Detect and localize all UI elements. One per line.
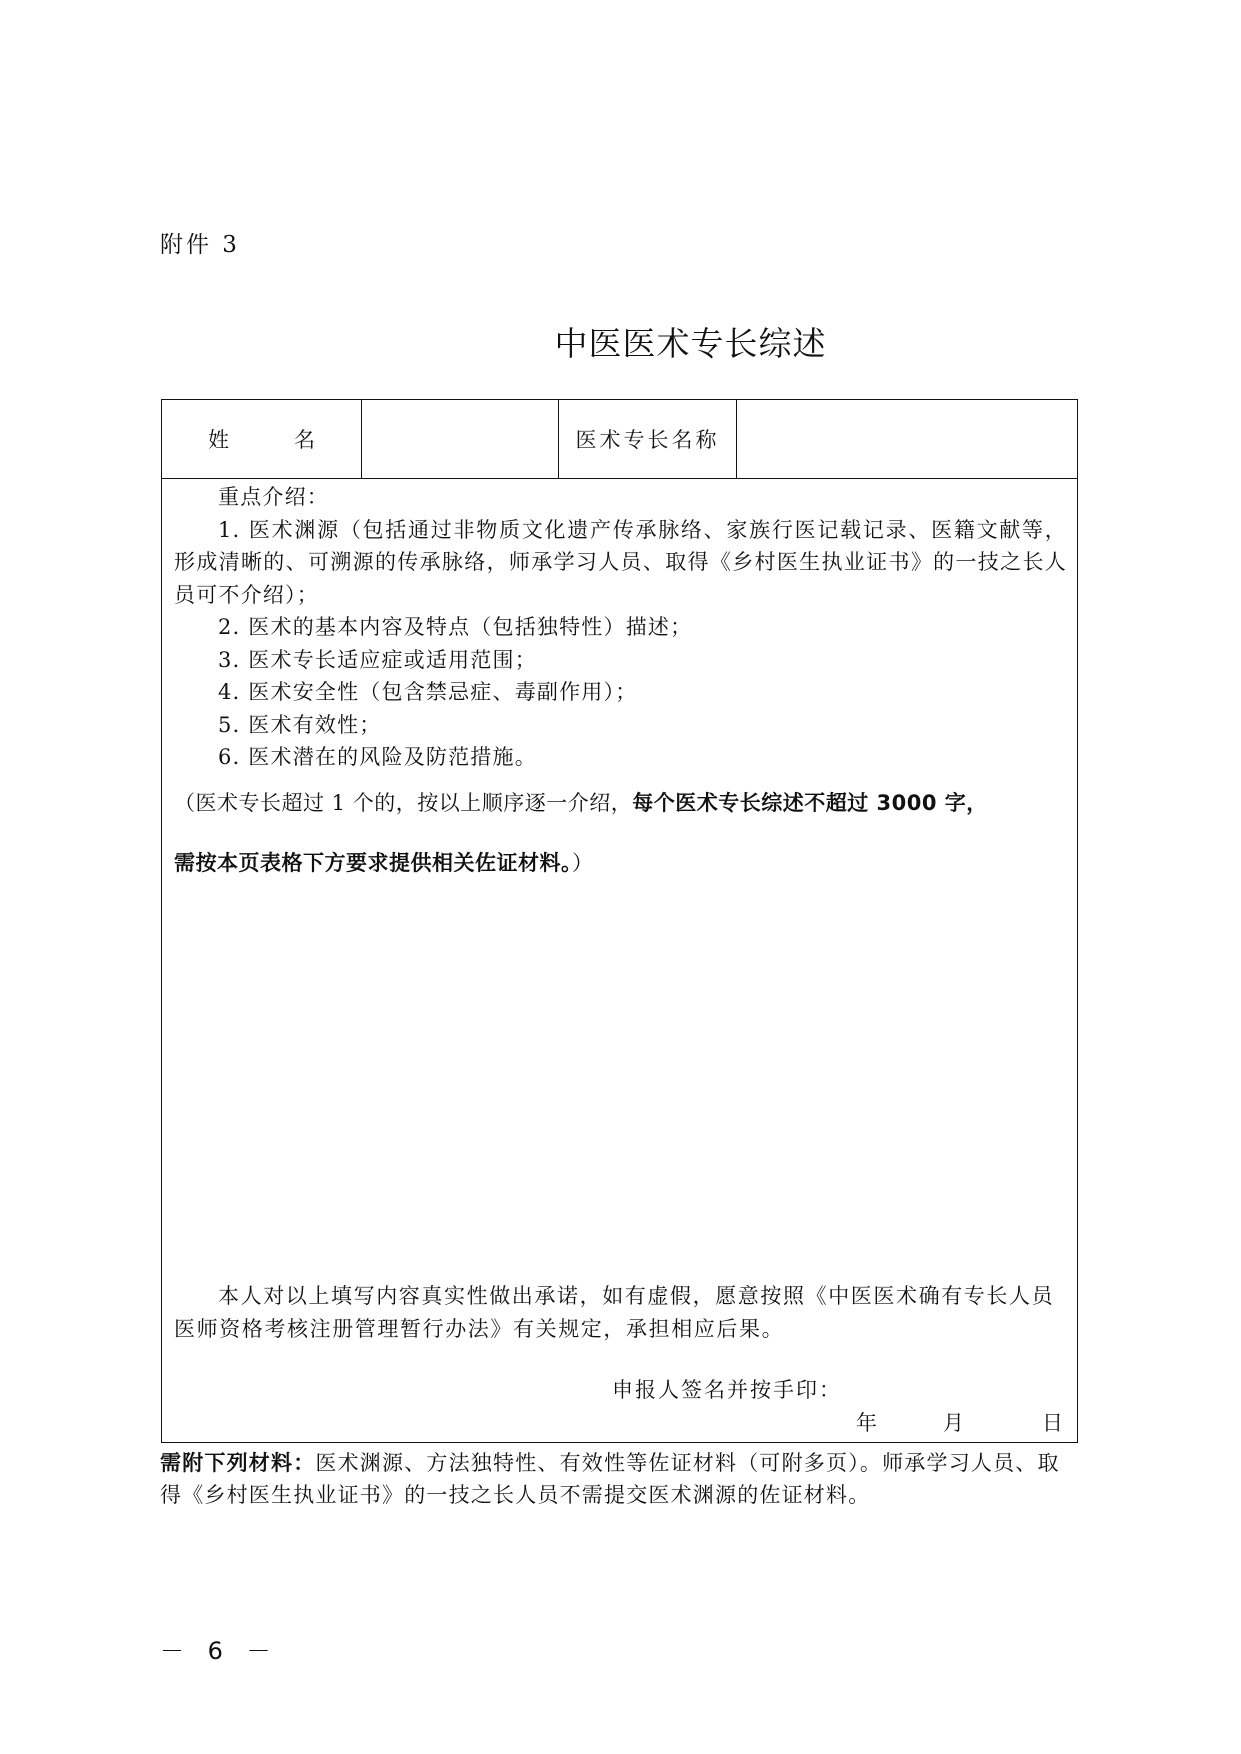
page-title: 中医医术专长综述: [554, 324, 827, 363]
required-materials-text: 医术渊源、方法独特性、有效性等佐证材料（可附多页）。师承学习人员、取得《乡村医生执业证书》的一技之长人员不需提交医术渊源的佐证材料。: [160, 1451, 1060, 1507]
intro-item-3: 3. 医术专长适应症或适用范围；: [218, 647, 537, 672]
intro-item-2: 2. 医术的基本内容及特点（包括独特性）描述；: [218, 615, 693, 639]
attachment-label: 附件 3: [160, 232, 240, 258]
intro-item-6: 6. 医术潜在的风险及防范措施。: [218, 745, 537, 769]
signature-label: 申报人签名并按手印：: [612, 1378, 842, 1402]
note-end: ）: [572, 850, 594, 875]
skill-name-input[interactable]: [752, 415, 1062, 464]
intro-item-1: 1. 医术渊源（包括通过非物质文化遗产传承脉络、家族行医记载记录、医籍文献等，形成清晰的、可溯源的传承脉络，师承学习人员、取得《乡村医生执业证书》的一技之长人员可不介绍）；: [174, 517, 1067, 607]
note-bold-word-limit: 每个医术专长综述不超过 3000 字，: [632, 790, 988, 815]
skill-name-label: 医术专长名称: [559, 400, 737, 478]
note-bold-evidence: 需按本页表格下方要求提供相关佐证材料。: [174, 850, 572, 875]
year-label: 年: [856, 1411, 877, 1435]
page-number: － 6 －: [160, 1637, 279, 1665]
summary-content-textarea[interactable]: [174, 878, 1071, 1272]
summary-form-table: [161, 399, 1078, 1443]
date-fields: [856, 1407, 1063, 1437]
required-materials-label: 需附下列材料：: [160, 1451, 316, 1475]
name-cell: [362, 400, 559, 478]
name-label: 姓 名: [162, 400, 362, 478]
form-header-row: [162, 400, 1077, 479]
skill-name-cell: [737, 400, 1077, 478]
pledge-text: 本人对以上填写内容真实性做出承诺，如有虚假，愿意按照《中医医术确有专长人员医师资格考核注册管理暂行办法》有关规定，承担相应后果。: [174, 1284, 1055, 1341]
month-label: 月: [943, 1411, 964, 1435]
day-label: 日: [1042, 1411, 1063, 1435]
required-materials-note: [160, 1447, 1080, 1511]
word-limit-note-line2: [174, 848, 1067, 878]
note-regular: （医术专长超过 1 个的，按以上顺序逐一介绍，: [174, 790, 633, 815]
word-limit-note: [174, 788, 1067, 818]
intro-heading: 重点介绍：: [218, 485, 329, 509]
intro-item-4: 4. 医术安全性（包含禁忌症、毒副作用）；: [218, 680, 638, 704]
intro-item-5: 5. 医术有效性；: [218, 712, 382, 737]
name-input[interactable]: [370, 415, 550, 464]
